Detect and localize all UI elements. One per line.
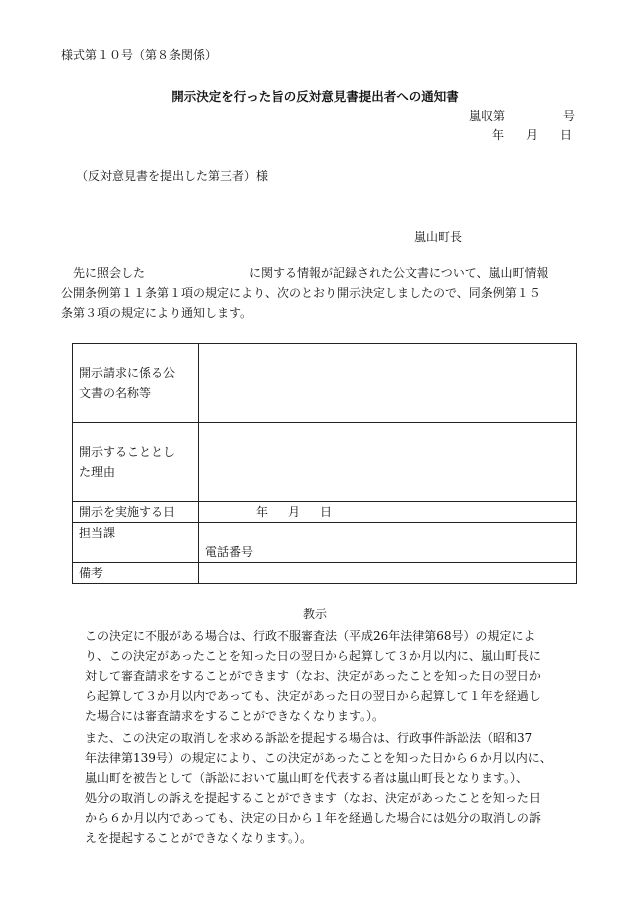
notice-paragraph-2: また、この決定の取消しを求める訴訟を提起する場合は、行政事件訴訟法（昭和37 年法律第139号）の規定により、この決定があったことを知った日から６か月以内に、 嵐山町を被告として（訴訟において嵐山町を代表する者は嵐山町長となります。）、 処分の取消しの訴えを提起することができます（なお、決定があったことを知った日 から６か月以内であっても、決定の日から１年を経過した場合には処分の取消しの訴 えを提起することができなくなります。）。 <box>85 731 552 845</box>
label-reason: 開示することとし た理由 <box>73 423 199 502</box>
sender: 嵐山町長 <box>414 230 463 244</box>
date-year: 年 <box>491 128 504 142</box>
table-row <box>73 523 577 563</box>
table-row <box>73 344 577 423</box>
notice-heading: 教示 <box>302 607 327 621</box>
table-row <box>73 502 577 523</box>
date-month: 月 <box>525 128 538 142</box>
impl-day: 日 <box>320 505 333 519</box>
disclosure-table <box>72 343 577 584</box>
value-reason <box>199 423 577 502</box>
phone-label: 電話番号 <box>205 545 254 559</box>
value-remarks <box>199 563 577 584</box>
label-implementation-date: 開示を実施する日 <box>73 502 199 523</box>
document-number <box>469 108 575 124</box>
impl-year: 年 <box>256 505 269 519</box>
body-text <box>61 263 581 323</box>
body-text-part2: に関する情報が記録された公文書について、嵐山町情報 公開条例第１１条第１項の規定により、次のとおり開示決定しましたので、同条例第１５ 条第３項の規定により通知します。 <box>61 266 549 320</box>
doc-number-prefix: 嵐収第 <box>468 109 505 123</box>
doc-number-suffix: 号 <box>562 109 575 123</box>
value-document-name <box>199 344 577 423</box>
impl-month: 月 <box>288 505 301 519</box>
notice-paragraph-1: この決定に不服がある場合は、行政不服審査法（平成26年法律第68号）の規定によ り、この決定があったことを知った日の翌日から起算して３か月以内に、嵐山町長に 対して審査請求をすることができます（なお、決定があったことを知った日の翌日か ら起算して３か月以内であっても、決定があった日の翌日から起算して１年を経過し た場合には審査請求をすることができなくなります。）。 <box>85 629 541 723</box>
body-text-part1: 先に照会した <box>61 266 146 280</box>
label-document-name: 開示請求に係る公 文書の名称等 <box>73 344 199 423</box>
form-number: 様式第１０号（第８条関係） <box>61 48 218 62</box>
label-department: 担当課 <box>73 523 199 563</box>
label-remarks: 備考 <box>73 563 199 584</box>
value-implementation-date <box>199 502 577 523</box>
issue-date <box>492 127 572 143</box>
table-row <box>73 423 577 502</box>
value-department <box>199 523 577 563</box>
table-row <box>73 563 577 584</box>
document-title: 開示決定を行った旨の反対意見書提出者への通知書 <box>171 89 459 104</box>
date-day: 日 <box>559 128 572 142</box>
addressee: （反対意見書を提出した第三者）様 <box>76 169 269 183</box>
